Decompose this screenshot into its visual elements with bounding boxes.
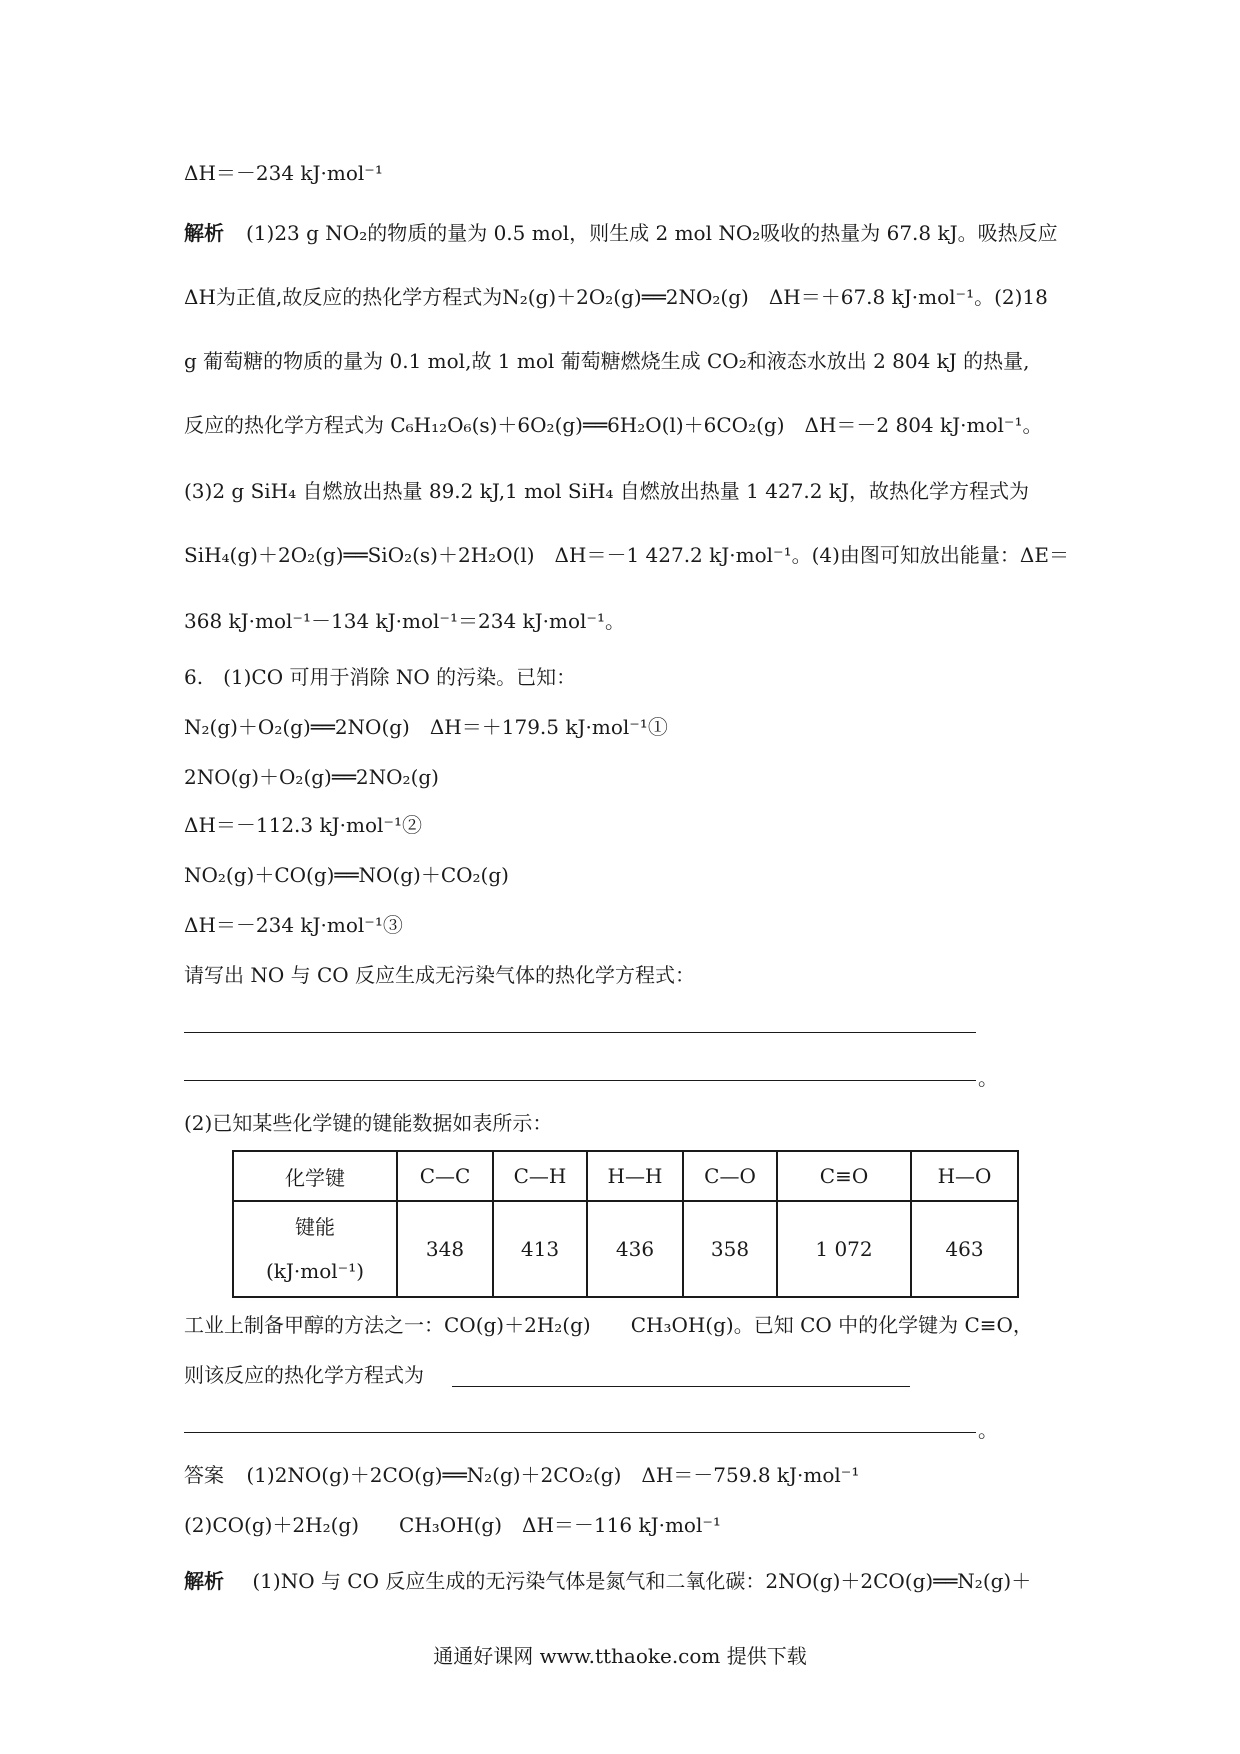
equation-1: N₂(g)＋O₂(g)══2NO(g) ΔH＝＋179.5 kJ·mol⁻¹①	[184, 715, 668, 739]
answer-1: (1)2NO(g)＋2CO(g)══N₂(g)＋2CO₂(g) ΔH＝－759.8 kJ·mol⁻¹	[246, 1463, 860, 1487]
answer-label: 答案	[184, 1463, 224, 1487]
question-6-part-2: (2)已知某些化学键的键能数据如表所示：	[184, 1111, 553, 1135]
bond-energy-table	[232, 1150, 1019, 1298]
explanation-line	[184, 220, 1064, 246]
table-header-row	[233, 1151, 1018, 1201]
methanol-statement: 工业上制备甲醇的方法之一：CO(g)＋2H₂(g) CH₃OH(g)。已知 CO 中的化学键为 C≡O，	[184, 1313, 1033, 1337]
equation-3: NO₂(g)＋CO(g)══NO(g)＋CO₂(g)	[184, 863, 509, 887]
table-cell: 358	[683, 1201, 777, 1297]
answer-blank-line[interactable]	[184, 1432, 976, 1433]
table-header-cell: C—H	[493, 1151, 587, 1201]
text-line: g 葡萄糖的物质的量为 0.1 mol,故 1 mol 葡萄糖燃烧生成 CO₂和液态水放出 2 804 kJ 的热量,	[184, 349, 1030, 373]
explanation-label: 解析	[184, 1569, 224, 1593]
answer-2: (2)CO(g)＋2H₂(g) CH₃OH(g) ΔH＝－116 kJ·mol⁻¹	[184, 1513, 721, 1537]
text-line: 368 kJ·mol⁻¹－134 kJ·mol⁻¹＝234 kJ·mol⁻¹。	[184, 609, 626, 633]
table-row	[233, 1201, 1018, 1297]
text-line: ΔH为正值,故反应的热化学方程式为N₂(g)＋2O₂(g)══2NO₂(g) ΔH＝＋67.8 kJ·mol⁻¹。(2)18	[184, 285, 1048, 309]
methanol-prompt: 则该反应的热化学方程式为	[184, 1363, 424, 1387]
text-line: (3)2 g SiH₄ 自燃放出热量 89.2 kJ,1 mol SiH₄ 自燃放出热量 1 427.2 kJ，故热化学方程式为	[184, 479, 1029, 503]
text-line: 反应的热化学方程式为 C₆H₁₂O₆(s)＋6O₂(g)══6H₂O(l)＋6CO₂(g) ΔH＝－2 804 kJ·mol⁻¹。	[184, 413, 1043, 437]
equation-2-enthalpy: ΔH＝－112.3 kJ·mol⁻¹②	[184, 813, 422, 837]
equation-3-enthalpy: ΔH＝－234 kJ·mol⁻¹③	[184, 913, 403, 937]
table-cell: 1 072	[777, 1201, 911, 1297]
table-header-cell: H—H	[587, 1151, 683, 1201]
equation-2: 2NO(g)＋O₂(g)══2NO₂(g)	[184, 765, 439, 789]
table-header-cell: C—O	[683, 1151, 777, 1201]
answer-blank-line[interactable]	[452, 1386, 910, 1387]
table-cell: 463	[911, 1201, 1018, 1297]
question-6-prompt: 请写出 NO 与 CO 反应生成无污染气体的热化学方程式：	[184, 963, 696, 987]
table-header-cell: 化学键	[233, 1151, 397, 1201]
row-label-line: 键能	[295, 1215, 335, 1239]
table-cell: 348	[397, 1201, 493, 1297]
period-mark: 。	[978, 1418, 998, 1442]
answer-blank-line[interactable]	[184, 1080, 976, 1081]
explanation-label: 解析	[184, 221, 224, 245]
period-mark: 。	[978, 1066, 998, 1090]
table-cell: 413	[493, 1201, 587, 1297]
text-line: (1)23 g NO₂的物质的量为 0.5 mol，则生成 2 mol NO₂吸收的热量为 67.8 kJ。吸热反应	[246, 221, 1058, 245]
text-line: SiH₄(g)＋2O₂(g)══SiO₂(s)＋2H₂O(l) ΔH＝－1 427.2 kJ·mol⁻¹。(4)由图可知放出能量：ΔE＝	[184, 543, 1069, 567]
table-cell: 436	[587, 1201, 683, 1297]
text-line: ΔH＝－234 kJ·mol⁻¹	[184, 161, 383, 185]
answer-blank-line[interactable]	[184, 1032, 976, 1033]
table-header-cell: C—C	[397, 1151, 493, 1201]
answer-line	[184, 1462, 859, 1488]
table-row-label	[233, 1201, 397, 1297]
explanation-line	[184, 1568, 1031, 1594]
table-header-cell: C≡O	[777, 1151, 911, 1201]
row-label-unit: (kJ·mol⁻¹)	[265, 1259, 365, 1283]
table-header-cell: H—O	[911, 1151, 1018, 1201]
explanation-text: (1)NO 与 CO 反应生成的无污染气体是氮气和二氧化碳：2NO(g)＋2CO(g)══N₂(g)＋	[252, 1569, 1032, 1593]
question-6-intro: 6. (1)CO 可用于消除 NO 的污染。已知：	[184, 665, 577, 689]
page-footer: 通通好课网 www.tthaoke.com 提供下载	[433, 1644, 807, 1668]
